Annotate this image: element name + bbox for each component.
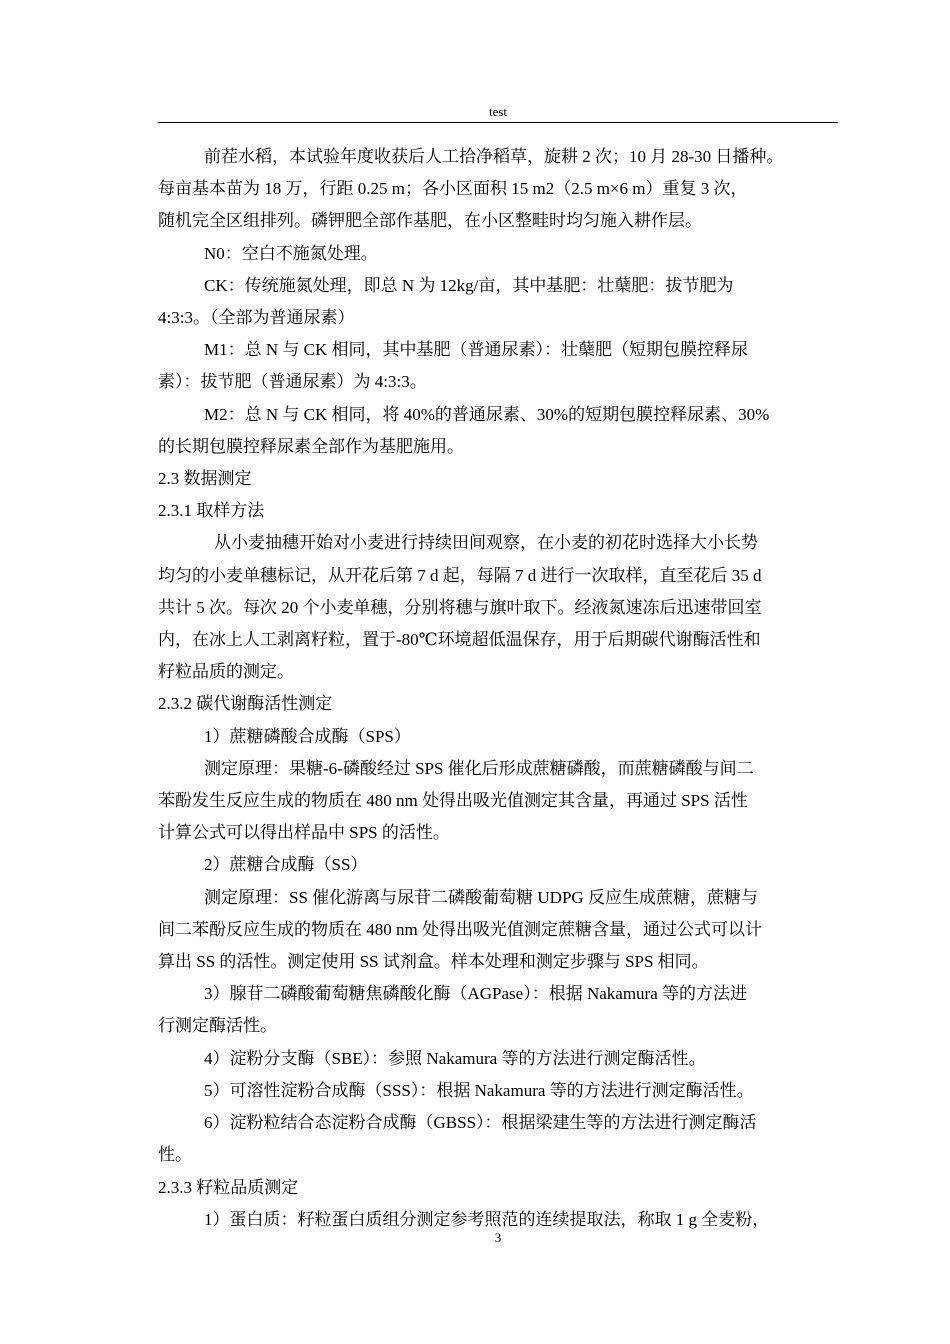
text-line: 测定原理：果糖-6-磷酸经过 SPS 催化后形成蔗糖磷酸，而蔗糖磷酸与间二: [204, 758, 754, 778]
text-line: CK：传统施氮处理，即总 N 为 12kg/亩，其中基肥：壮蘖肥：拔节肥为: [204, 275, 734, 295]
text-line: 的长期包膜控释尿素全部作为基肥施用。: [158, 436, 464, 456]
text-line: 行测定酶活性。: [158, 1016, 277, 1036]
text-line: 苯酚发生反应生成的物质在 480 nm 处得出吸光值测定其含量，再通过 SPS 活性: [158, 791, 748, 811]
text-line: 素）：拔节肥（普通尿素）为 4:3:3。: [158, 372, 427, 392]
text-line: 算出 SS 的活性。测定使用 SS 试剂盒。样本处理和测定步骤与 SPS 相同。: [158, 952, 709, 972]
text-line: 2）蔗糖合成酶（SS）: [204, 855, 368, 875]
text-line: 1）蛋白质：籽粒蛋白质组分测定参考照范的连续提取法，称取 1 g 全麦粉，: [204, 1209, 770, 1229]
text-line: 随机完全区组排列。磷钾肥全部作基肥，在小区整畦时均匀施入耕作层。: [158, 211, 702, 231]
text-line: M2：总 N 与 CK 相同，将 40%的普通尿素、30%的短期包膜控释尿素、30%: [204, 404, 770, 424]
text-line: 计算公式可以得出样品中 SPS 的活性。: [158, 823, 450, 843]
text-line: 4）淀粉分支酶（SBE）：参照 Nakamura 等的方法进行测定酶活性。: [204, 1048, 706, 1068]
header-rule: [158, 122, 838, 123]
subsection-heading: 2.3.3 籽粒品质测定: [158, 1177, 299, 1197]
text-line: M1：总 N 与 CK 相同，其中基肥（普通尿素）：壮蘖肥（短期包膜控释尿: [204, 340, 749, 360]
text-line: 从小麦抽穗开始对小麦进行持续田间观察，在小麦的初花时选择大小长势: [214, 533, 758, 553]
subsection-heading: 2.3.1 取样方法: [158, 501, 265, 521]
text-line: 前茬水稻，本试验年度收获后人工拾净稻草，旋耕 2 次；10 月 28-30 日播种。: [204, 147, 784, 166]
page-header: test: [488, 104, 508, 119]
text-line: 性。: [158, 1145, 192, 1165]
text-line: 4:3:3。（全部为普通尿素）: [158, 308, 355, 328]
text-line: 共计 5 次。每次 20 个小麦单穗，分别将穗与旗叶取下。经液氮速冻后迅速带回室: [158, 597, 762, 617]
text-line: 测定原理：SS 催化游离与尿苷二磷酸葡萄糖 UDPG 反应生成蔗糖，蔗糖与: [204, 887, 758, 907]
section-heading: 2.3 数据测定: [158, 469, 252, 489]
page-number: 3: [494, 1230, 502, 1245]
subsection-heading: 2.3.2 碳代谢酶活性测定: [158, 694, 333, 714]
text-line: 内，在冰上人工剥离籽粒，置于-80℃环境超低温保存，用于后期碳代谢酶活性和: [158, 630, 761, 650]
document-body: [158, 141, 838, 1236]
text-line: 5）可溶性淀粉合成酶（SSS）：根据 Nakamura 等的方法进行测定酶活性。: [204, 1080, 754, 1100]
text-line: 3）腺苷二磷酸葡萄糖焦磷酸化酶（AGPase）：根据 Nakamura 等的方法进: [204, 984, 748, 1004]
text-line: 均匀的小麦单穗标记，从开花后第 7 d 起，每隔 7 d 进行一次取样，直至花后 35 d: [158, 565, 762, 585]
text-line: 每亩基本苗为 18 万，行距 0.25 m；各小区面积 15 m2（2.5 m×6 m）重复 3 次，: [158, 179, 748, 199]
text-line: 籽粒品质的测定。: [158, 662, 294, 682]
text-line: 6）淀粉粒结合态淀粉合成酶（GBSS）：根据梁建生等的方法进行测定酶活: [204, 1113, 757, 1133]
text-line: 间二苯酚反应生成的物质在 480 nm 处得出吸光值测定蔗糖含量，通过公式可以计: [158, 919, 762, 939]
text-line: 1）蔗糖磷酸合成酶（SPS）: [204, 726, 411, 746]
text-line: N0：空白不施氮处理。: [204, 243, 378, 263]
